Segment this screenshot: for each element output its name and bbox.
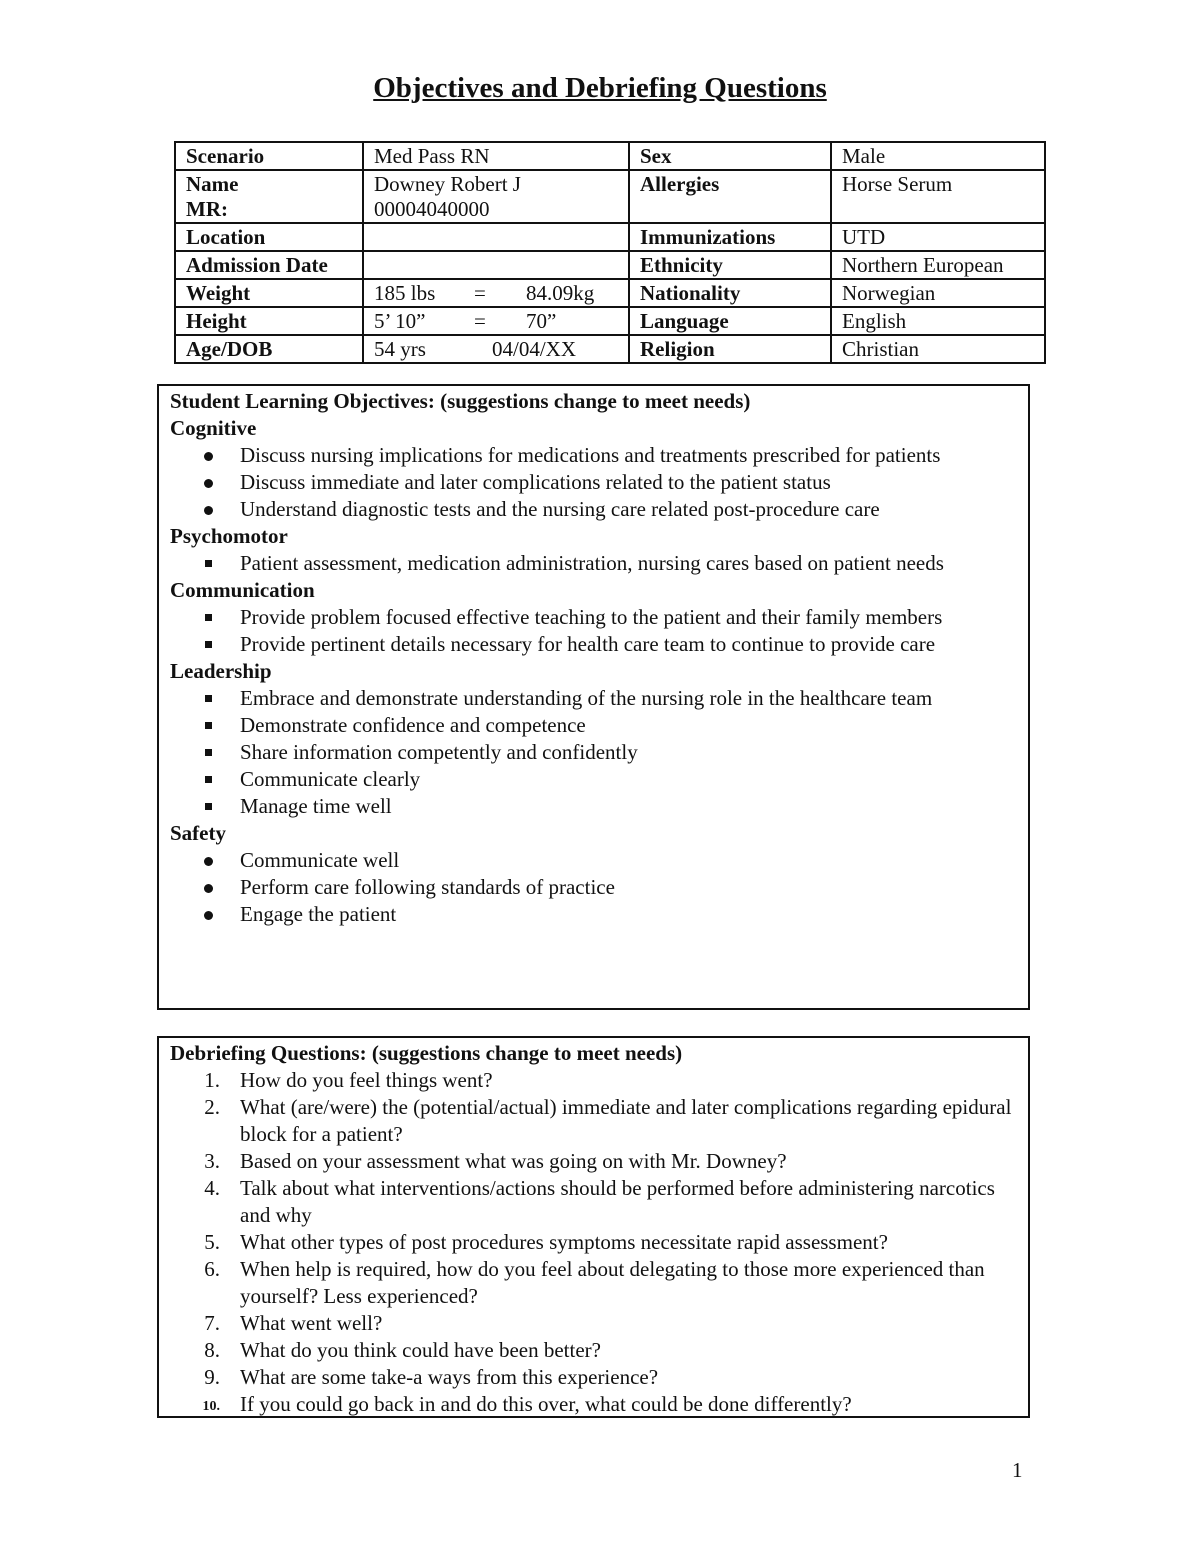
field-value <box>363 307 629 335</box>
field-label: Nationality <box>629 279 831 307</box>
field-value: Med Pass RN <box>363 142 629 170</box>
field-value: Male <box>831 142 1045 170</box>
list-item <box>170 847 1018 874</box>
field-label: Age/DOB <box>175 335 363 363</box>
medical-record-number: 00004040000 <box>374 197 490 221</box>
list-item <box>170 1310 1018 1337</box>
question-text: What other types of post procedures symptoms necessitate rapid assessment? <box>240 1230 888 1254</box>
list-item-text: Engage the patient <box>240 902 397 926</box>
list-item-text: Patient assessment, medication administration, nursing cares based on patient needs <box>240 551 944 575</box>
list-item <box>170 901 1018 928</box>
section-title: Safety <box>170 821 226 845</box>
field-label: Admission Date <box>175 251 363 279</box>
field-label: Immunizations <box>629 223 831 251</box>
question-number: 9. <box>204 1365 220 1389</box>
table-row <box>175 307 1045 335</box>
list-item <box>170 1175 1018 1229</box>
question-number: 1. <box>204 1068 220 1092</box>
square-bullet-icon <box>205 614 212 621</box>
list-item-text: Share information competently and confidently <box>240 740 638 764</box>
field-value: UTD <box>831 223 1045 251</box>
list-item <box>170 442 1018 469</box>
question-list <box>170 1067 1018 1418</box>
square-bullet-icon <box>205 749 212 756</box>
objective-list <box>170 442 1018 523</box>
table-row <box>175 335 1045 363</box>
square-bullet-icon <box>205 695 212 702</box>
list-item <box>170 1337 1018 1364</box>
question-text: Talk about what interventions/actions should be performed before administering narcotics and why <box>240 1176 995 1227</box>
field-label: Location <box>175 223 363 251</box>
dob: 04/04/XX <box>492 337 576 361</box>
age: 54 yrs <box>374 337 426 361</box>
field-label: Height <box>175 307 363 335</box>
question-number: 4. <box>204 1176 220 1200</box>
list-item-text: Discuss nursing implications for medications and treatments prescribed for patients <box>240 443 941 467</box>
list-item <box>170 1391 1018 1418</box>
field-value <box>363 170 629 223</box>
list-item-text: Manage time well <box>240 794 392 818</box>
objective-list <box>170 604 1018 658</box>
list-item <box>170 1148 1018 1175</box>
field-value <box>363 223 629 251</box>
section-title: Leadership <box>170 659 272 683</box>
question-text: Based on your assessment what was going on with Mr. Downey? <box>240 1149 787 1173</box>
table-row <box>175 251 1045 279</box>
field-label: Weight <box>175 279 363 307</box>
list-item <box>170 1229 1018 1256</box>
list-item-text: Perform care following standards of practice <box>240 875 615 899</box>
bullet-icon <box>204 884 213 893</box>
list-item-text: Provide problem focused effective teaching to the patient and their family members <box>240 605 943 629</box>
list-item <box>170 1256 1018 1310</box>
question-text: How do you feel things went? <box>240 1068 493 1092</box>
field-value: English <box>831 307 1045 335</box>
question-text: What are some take-a ways from this experience? <box>240 1365 659 1389</box>
field-value <box>363 335 629 363</box>
list-item <box>170 1094 1018 1148</box>
field-label: Religion <box>629 335 831 363</box>
list-item <box>170 766 1018 793</box>
list-item <box>170 1364 1018 1391</box>
debriefing-heading: Debriefing Questions: (suggestions change to meet needs) <box>170 1041 683 1065</box>
question-number: 7. <box>204 1311 220 1335</box>
patient-name: Downey Robert J <box>374 172 521 196</box>
field-label <box>175 170 363 223</box>
patient-info-table <box>174 141 1046 364</box>
question-text: When help is required, how do you feel about delegating to those more experienced than yourself? Less experienced? <box>240 1257 985 1308</box>
bullet-icon <box>204 857 213 866</box>
list-item-text: Provide pertinent details necessary for health care team to continue to provide care <box>240 632 936 656</box>
bullet-icon <box>204 479 213 488</box>
question-text: What (are/were) the (potential/actual) immediate and later complications regarding epidural block for a patient? <box>240 1095 1012 1146</box>
objective-list <box>170 847 1018 928</box>
objective-list <box>170 685 1018 820</box>
objective-list <box>170 550 1018 577</box>
square-bullet-icon <box>205 776 212 783</box>
list-item <box>170 550 1018 577</box>
question-number: 3. <box>204 1149 220 1173</box>
objectives-heading: Student Learning Objectives: (suggestions change to meet needs) <box>170 389 751 413</box>
list-item <box>170 469 1018 496</box>
question-number: 10. <box>202 1399 220 1414</box>
learning-objectives-box <box>157 384 1030 1010</box>
question-number: 5. <box>204 1230 220 1254</box>
table-row <box>175 279 1045 307</box>
list-item <box>170 1067 1018 1094</box>
question-text: What went well? <box>240 1311 383 1335</box>
height-in: 70” <box>526 309 557 333</box>
list-item-text: Discuss immediate and later complications related to the patient status <box>240 470 831 494</box>
height-ft: 5’ 10” <box>374 309 426 333</box>
square-bullet-icon <box>205 803 212 810</box>
list-item <box>170 631 1018 658</box>
square-bullet-icon <box>205 722 212 729</box>
debriefing-questions-box <box>157 1036 1030 1418</box>
list-item <box>170 712 1018 739</box>
field-value <box>363 279 629 307</box>
field-label: Language <box>629 307 831 335</box>
weight-kg: 84.09kg <box>526 281 595 305</box>
field-value: Horse Serum <box>831 170 1045 223</box>
field-label: Allergies <box>629 170 831 223</box>
bullet-icon <box>204 911 213 920</box>
square-bullet-icon <box>205 641 212 648</box>
section-title: Cognitive <box>170 416 257 440</box>
question-number: 8. <box>204 1338 220 1362</box>
page-number: 1 <box>1012 1458 1023 1482</box>
field-label: Sex <box>629 142 831 170</box>
question-text: If you could go back in and do this over, what could be done differently? <box>240 1392 852 1416</box>
field-value: Christian <box>831 335 1045 363</box>
section-title: Communication <box>170 578 315 602</box>
field-label: Ethnicity <box>629 251 831 279</box>
square-bullet-icon <box>205 560 212 567</box>
name-label: Name <box>186 172 239 196</box>
question-number: 2. <box>204 1095 220 1119</box>
field-label: Scenario <box>175 142 363 170</box>
list-item-text: Understand diagnostic tests and the nursing care related post-procedure care <box>240 497 880 521</box>
weight-lbs: 185 lbs <box>374 281 436 305</box>
list-item <box>170 496 1018 523</box>
equals-sign: = <box>474 309 486 333</box>
list-item <box>170 874 1018 901</box>
list-item <box>170 685 1018 712</box>
equals-sign: = <box>474 281 486 305</box>
bullet-icon <box>204 506 213 515</box>
list-item-text: Communicate well <box>240 848 400 872</box>
list-item <box>170 793 1018 820</box>
list-item <box>170 604 1018 631</box>
table-row <box>175 223 1045 251</box>
bullet-icon <box>204 452 213 461</box>
list-item <box>170 739 1018 766</box>
list-item-text: Demonstrate confidence and competence <box>240 713 586 737</box>
section-title: Psychomotor <box>170 524 288 548</box>
question-number: 6. <box>204 1257 220 1281</box>
table-row <box>175 170 1045 223</box>
table-row <box>175 142 1045 170</box>
question-text: What do you think could have been better? <box>240 1338 601 1362</box>
list-item-text: Communicate clearly <box>240 767 421 791</box>
field-value <box>363 251 629 279</box>
field-value: Northern European <box>831 251 1045 279</box>
page-title: Objectives and Debriefing Questions <box>373 72 827 104</box>
list-item-text: Embrace and demonstrate understanding of the nursing role in the healthcare team <box>240 686 933 710</box>
mr-label: MR: <box>186 197 228 221</box>
field-value: Norwegian <box>831 279 1045 307</box>
